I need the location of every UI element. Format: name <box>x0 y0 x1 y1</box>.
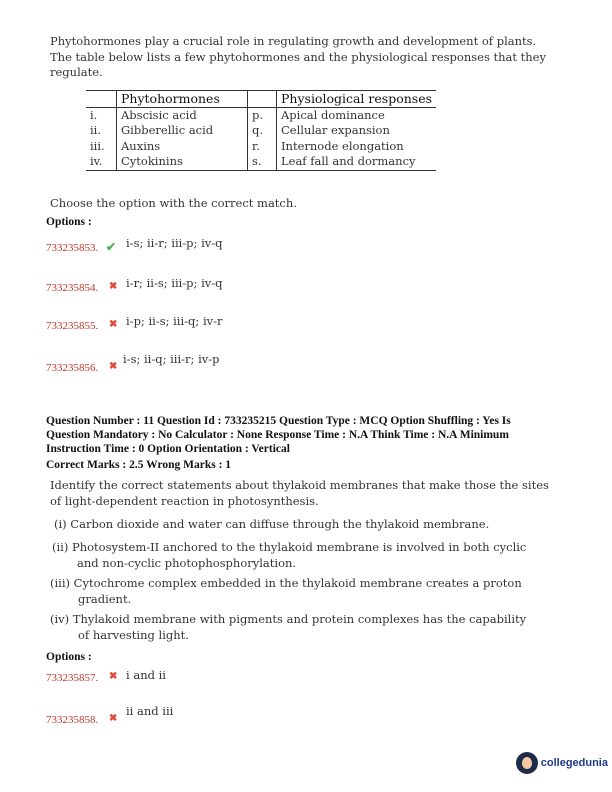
question-stem <box>50 478 549 509</box>
row-letter: s. <box>248 154 277 170</box>
option-id: 733235855. <box>46 320 99 332</box>
stem-line-2: of light-dependent reaction in photosynthesis. <box>50 493 319 508</box>
cross-icon: ✖ <box>109 281 118 292</box>
option-row[interactable] <box>46 276 346 296</box>
option-id: 733235858. <box>46 714 99 726</box>
option-row[interactable] <box>46 352 346 378</box>
marks-line: Correct Marks : 2.5 Wrong Marks : 1 <box>46 459 232 471</box>
statement-1: (i) Carbon dioxide and water can diffuse through the thylakoid membrane. <box>54 517 490 531</box>
row-num: ii. <box>86 123 117 139</box>
phytohormone-table <box>86 90 436 171</box>
question-meta <box>46 414 511 456</box>
cross-icon: ✖ <box>109 713 118 724</box>
row-hormone: Gibberellic acid <box>117 123 248 139</box>
row-response: Cellular expansion <box>281 123 390 137</box>
option-row[interactable] <box>46 668 346 688</box>
option-row[interactable] <box>46 236 346 256</box>
row-response: Leaf fall and dormancy <box>281 154 416 168</box>
meta-line-2: Question Mandatory : No Calculator : None Response Time : N.A Think Time : N.A Minimum <box>46 429 509 441</box>
option-row[interactable] <box>46 314 346 334</box>
table-row <box>86 123 436 139</box>
statement-4-line-2: of harvesting light. <box>78 627 189 642</box>
row-hormone: Abscisic acid <box>117 107 248 123</box>
row-letter: p. <box>248 107 277 123</box>
intro-line-1: Phytohormones play a crucial role in regulating growth and development of plants. <box>50 34 537 48</box>
option-id: 733235853. <box>46 242 99 254</box>
row-letter: r. <box>248 139 277 155</box>
header-phytohormones: Phytohormones <box>117 91 248 108</box>
logo-text: collegedunia <box>540 757 608 769</box>
options-label-2: Options : <box>46 651 92 663</box>
row-num: iii. <box>86 139 117 155</box>
table-row <box>86 154 436 170</box>
row-hormone: Cytokinins <box>117 154 248 170</box>
intro-line-2: The table below lists a few phytohormones and the physiological responses that they <box>50 49 546 64</box>
option-id: 733235854. <box>46 282 99 294</box>
table-header-row <box>86 91 436 108</box>
cross-icon: ✖ <box>109 361 118 372</box>
header-responses: Physiological responses <box>277 91 437 108</box>
row-response: Internode elongation <box>281 138 404 153</box>
option-text: i-p; ii-s; iii-q; iv-r <box>126 314 223 328</box>
statement-3 <box>50 576 522 607</box>
statement-2-line-2: and non-cyclic photophosphorylation. <box>77 555 297 570</box>
stem-line-1: Identify the correct statements about thylakoid membranes that make those the sites <box>50 478 549 492</box>
row-num: iv. <box>86 154 117 170</box>
option-text: i-s; ii-r; iii-p; iv-q <box>126 236 223 250</box>
option-text: i and ii <box>126 668 166 682</box>
option-text: ii and iii <box>126 704 174 718</box>
cross-icon: ✖ <box>109 319 118 330</box>
row-letter: q. <box>248 123 277 139</box>
table-row <box>86 107 436 123</box>
option-id: 733235856. <box>46 362 99 374</box>
option-text: i-r; ii-s; iii-p; iv-q <box>126 276 223 290</box>
options-label: Options : <box>46 216 92 228</box>
collegedunia-logo <box>516 752 608 774</box>
meta-line-1: Question Number : 11 Question Id : 733235215 Question Type : MCQ Option Shuffling : Yes Is <box>46 415 511 427</box>
statement-2-line-1: (ii) Photosystem-II anchored to the thylakoid membrane is involved in both cyclic <box>52 540 527 554</box>
table-row <box>86 139 436 155</box>
intro-line-3: regulate. <box>50 65 103 79</box>
checkmark-icon: ✔ <box>106 240 117 254</box>
question-prompt: Choose the option with the correct match. <box>50 196 297 210</box>
row-num: i. <box>86 107 117 123</box>
statement-4-line-1: (iv) Thylakoid membrane with pigments and protein complexes has the capability <box>50 612 527 626</box>
row-response: Apical dominance <box>281 107 385 122</box>
statement-3-line-1: (iii) Cytochrome complex embedded in the thylakoid membrane creates a proton <box>50 576 522 590</box>
statement-3-line-2: gradient. <box>78 591 132 606</box>
statement-2 <box>52 540 526 571</box>
cross-icon: ✖ <box>109 671 118 682</box>
option-text: i-s; ii-q; iii-r; iv-p <box>123 352 220 366</box>
option-row[interactable] <box>46 704 346 730</box>
intro-paragraph <box>50 34 546 81</box>
mascot-icon <box>516 752 538 774</box>
row-hormone: Auxins <box>117 139 248 155</box>
statement-4 <box>50 612 526 643</box>
option-id: 733235857. <box>46 672 99 684</box>
meta-line-3: Instruction Time : 0 Option Orientation : Vertical <box>46 443 290 455</box>
